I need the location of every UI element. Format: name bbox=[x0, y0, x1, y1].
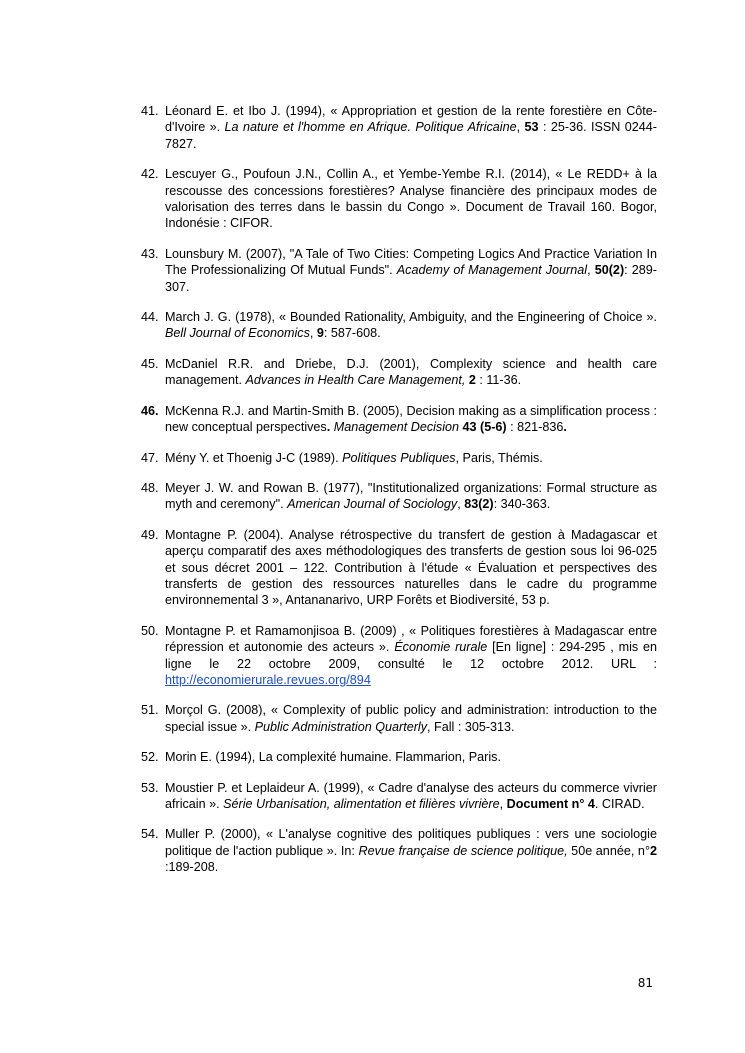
reference-number: 47. bbox=[141, 450, 159, 465]
reference-url-link[interactable]: http://economierurale.revues.org/894 bbox=[165, 672, 371, 687]
reference-text: 53 bbox=[524, 120, 539, 135]
reference-item bbox=[141, 166, 657, 232]
reference-item bbox=[141, 527, 657, 609]
reference-item bbox=[141, 749, 657, 765]
reference-item bbox=[141, 103, 657, 152]
reference-item bbox=[141, 780, 657, 813]
reference-text: 50e année, n° bbox=[567, 843, 650, 858]
reference-number: 50. bbox=[141, 623, 159, 638]
reference-text: . CIRAD. bbox=[594, 797, 645, 811]
reference-number: 52. bbox=[141, 750, 159, 765]
reference-item bbox=[141, 356, 657, 389]
reference-text: Muller P. (2000), « L'analyse cognitive des politiques publiques : vers une sociologie politique de l'action publique ». In: bbox=[165, 827, 657, 858]
reference-text: 2 bbox=[649, 843, 657, 858]
reference-item bbox=[141, 623, 657, 689]
reference-text: Management Decision bbox=[333, 420, 460, 435]
reference-item bbox=[141, 450, 657, 466]
reference-text: Lescuyer G., Poufoun J.N., Collin A., et Yembe-Yembe R.I. (2014), « Le REDD+ à la rescousse des concessions forestières? Analyse financière des principaux modes de valorisation des terres dans le bassin du Congo ». Document de Travail 160. Bogor, Indonésie : CIFOR. bbox=[165, 167, 657, 231]
reference-text: 2 bbox=[468, 373, 476, 388]
reference-text: , bbox=[309, 326, 317, 341]
reference-text: : 587-608. bbox=[323, 326, 381, 341]
reference-item bbox=[141, 702, 657, 735]
reference-text: Public Administration Quarterly bbox=[254, 719, 428, 734]
reference-text: Moustier P. et Leplaideur A. (1999), « Cadre d'analyse des acteurs du commerce vivrier africain ». bbox=[165, 780, 657, 811]
reference-number: 51. bbox=[141, 703, 159, 718]
reference-text: Academy of Management Journal bbox=[396, 263, 588, 278]
reference-text: : 821-836 bbox=[506, 420, 564, 435]
reference-text: , Paris, Thémis. bbox=[455, 450, 543, 465]
reference-text: , Fall : 305-313. bbox=[427, 719, 515, 734]
reference-text: Morin E. (1994), La complexité humaine. Flammarion, Paris. bbox=[165, 750, 501, 765]
reference-number: 44. bbox=[141, 310, 159, 325]
reference-text: , bbox=[516, 120, 525, 135]
reference-text: . bbox=[563, 420, 567, 435]
reference-number: 53. bbox=[141, 780, 159, 795]
reference-text: Advances in Health Care Management, bbox=[245, 373, 466, 388]
reference-text: : 340-363. bbox=[493, 497, 551, 512]
reference-text: : 25-36. ISSN 0244-7827. bbox=[165, 120, 657, 151]
reference-list bbox=[141, 103, 657, 890]
reference-text: :189-208. bbox=[165, 860, 219, 875]
reference-text: Meyer J. W. and Rowan B. (1977), "Institutionalized organizations: Formal structure as myth and ceremony". bbox=[165, 480, 657, 512]
reference-text: Document n° 4 bbox=[506, 797, 595, 811]
reference-number: 49. bbox=[141, 527, 159, 542]
reference-text: Montagne P. (2004). Analyse rétrospective du transfert de gestion à Madagascar et aperçu comparatif des axes méthodologiques des transferts de gestion sous loi 96-025 et sous décret 2001 – 122. Contribution à l'étude « Évaluation et perspectives des transferts de gestion des ressources naturelles dans le cadre du programme environnemental 3 », Antananarivo, URP Forêts et Biodiversité, 53 p. bbox=[165, 527, 657, 608]
reference-item bbox=[141, 246, 657, 295]
reference-number: 45. bbox=[141, 356, 159, 371]
reference-text: Léonard E. et Ibo J. (1994), « Appropriation et gestion de la rente forestière en Côte-d'Ivoire ». bbox=[165, 104, 657, 135]
reference-item bbox=[141, 826, 657, 875]
reference-number: 46. bbox=[141, 403, 159, 418]
reference-text: : 11-36. bbox=[475, 373, 522, 388]
reference-item bbox=[141, 309, 657, 342]
reference-text: . bbox=[326, 420, 331, 435]
reference-text: Revue française de science politique, bbox=[358, 843, 568, 858]
reference-text: McDaniel R.R. and Driebe, D.J. (2001), Complexity science and health care management. bbox=[165, 356, 657, 388]
reference-text: , bbox=[587, 263, 595, 278]
reference-number: 48. bbox=[141, 480, 159, 495]
reference-text: Lounsbury M. (2007), "A Tale of Two Cities: Competing Logics And Practice Variation In The Professionalizing Of Mutual Funds". bbox=[165, 246, 657, 278]
reference-text: : 289-307. bbox=[165, 263, 658, 294]
reference-text: March J. G. (1978), « Bounded Rationality, Ambiguity, and the Engineering of Choice ». bbox=[165, 310, 657, 325]
reference-text: Économie rurale bbox=[394, 640, 488, 655]
reference-number: 41. bbox=[141, 104, 159, 118]
reference-text: Politiques Publiques bbox=[342, 450, 456, 465]
reference-text: Morçol G. (2008), « Complexity of public policy and administration: introduction to the special issue ». bbox=[165, 703, 657, 734]
reference-text: Montagne P. et Ramamonjisoa B. (2009) , « Politiques forestières à Madagascar entre répression et autonomie des acteurs ». bbox=[165, 623, 657, 655]
reference-text: , bbox=[457, 497, 465, 512]
reference-text: Mény Y. et Thoenig J-C (1989). bbox=[165, 450, 343, 465]
reference-text: 50(2) bbox=[594, 263, 625, 278]
reference-number: 54. bbox=[141, 827, 159, 842]
reference-text: La nature et l'homme en Afrique. Politique Africaine bbox=[224, 120, 517, 135]
reference-number: 43. bbox=[141, 246, 159, 261]
reference-number: 42. bbox=[141, 167, 159, 182]
reference-text: Série Urbanisation, alimentation et filières vivrière bbox=[223, 797, 500, 811]
reference-text: American Journal of Sociology bbox=[287, 497, 458, 512]
reference-text: , bbox=[499, 797, 507, 811]
page-number: 81 bbox=[637, 976, 653, 990]
reference-text: McKenna R.J. and Martin-Smith B. (2005), Decision making as a simplification process : new conceptual perspectives bbox=[165, 403, 657, 435]
reference-text: [En ligne] : 294-295 , mis en ligne le 22 octobre 2009, consulté le 12 octobre 2012. URL : bbox=[165, 640, 658, 671]
reference-item bbox=[141, 403, 657, 436]
reference-text: Bell Journal of Economics bbox=[165, 326, 310, 341]
reference-text: 83(2) bbox=[464, 497, 494, 512]
reference-text: 9 bbox=[316, 326, 324, 341]
reference-item bbox=[141, 480, 657, 513]
reference-text: 43 (5-6) bbox=[462, 420, 507, 435]
